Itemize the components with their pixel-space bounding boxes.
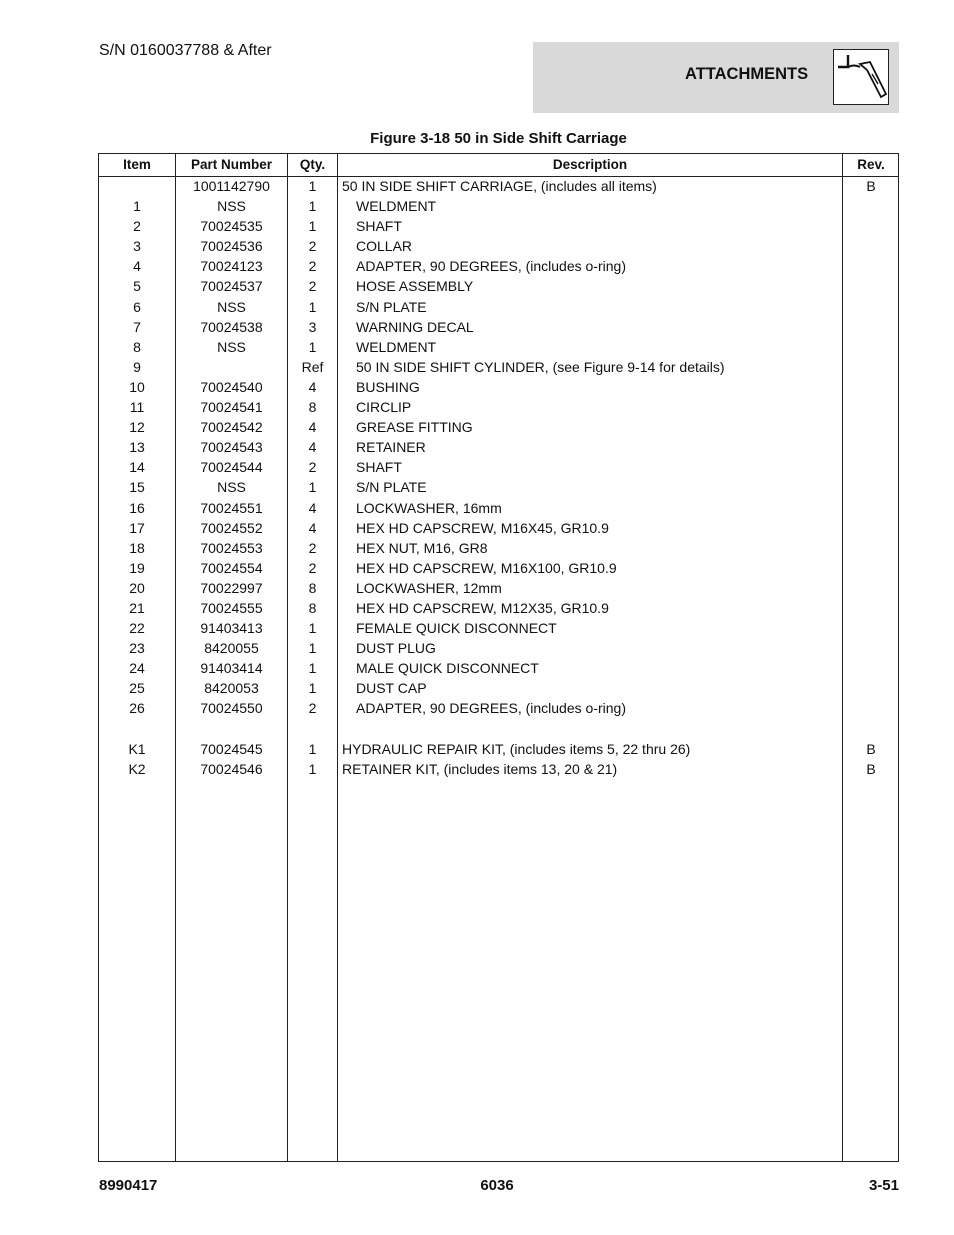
table-row <box>99 236 898 256</box>
section-title: ATTACHMENTS <box>685 65 809 83</box>
col-header-part-number: Part Number <box>190 157 273 172</box>
cell-qty: 1 <box>308 640 317 657</box>
cell-qty: 4 <box>308 419 317 436</box>
fork-attachment-icon <box>833 49 889 105</box>
cell-description: LOCKWASHER, 12mm <box>356 579 502 596</box>
cell-description: CIRCLIP <box>356 399 412 416</box>
cell-description: HEX HD CAPSCREW, M16X45, GR10.9 <box>356 519 609 536</box>
cell-description: WARNING DECAL <box>356 318 474 335</box>
table-row <box>99 417 898 437</box>
cell-item: 8 <box>133 338 141 355</box>
cell-qty: 1 <box>308 178 317 194</box>
cell-part-number: 1001142790 <box>193 178 270 194</box>
table-row <box>99 457 898 477</box>
table-row <box>99 678 898 698</box>
col-header-description: Description <box>552 157 628 172</box>
cell-qty: 1 <box>308 479 317 496</box>
cell-description: HEX HD CAPSCREW, M12X35, GR10.9 <box>356 599 609 616</box>
table-row <box>99 618 898 638</box>
model-number: 6036 <box>480 1177 514 1194</box>
cell-part-number: 70024537 <box>200 278 263 295</box>
table-row <box>99 216 898 236</box>
cell-qty: 1 <box>308 680 317 697</box>
cell-part-number: 70024546 <box>200 760 263 777</box>
cell-part-number: NSS <box>217 298 246 315</box>
cell-part-number: 70024536 <box>200 238 263 255</box>
cell-qty: 4 <box>308 378 317 395</box>
table-body <box>99 176 898 779</box>
cell-rev: B <box>866 178 876 194</box>
table-row <box>99 578 898 598</box>
cell-qty: 2 <box>308 700 317 717</box>
cell-description: FEMALE QUICK DISCONNECT <box>356 620 557 637</box>
cell-qty: 2 <box>308 258 317 275</box>
cell-description: BUSHING <box>356 378 420 395</box>
col-header-rev: Rev. <box>857 157 885 172</box>
cell-part-number: 8420053 <box>204 680 259 697</box>
cell-part-number: 70024543 <box>200 439 263 456</box>
parts-table <box>98 153 899 1162</box>
cell-description: MALE QUICK DISCONNECT <box>356 660 539 677</box>
cell-description: S/N PLATE <box>356 479 427 496</box>
cell-qty: 8 <box>308 579 317 596</box>
cell-item: 17 <box>129 519 145 536</box>
cell-item: 3 <box>133 238 141 255</box>
cell-item: 18 <box>129 539 145 556</box>
cell-description: WELDMENT <box>356 338 437 355</box>
table-row <box>99 518 898 538</box>
cell-item: 21 <box>129 599 145 616</box>
cell-description: HEX HD CAPSCREW, M16X100, GR10.9 <box>356 559 617 576</box>
cell-description: S/N PLATE <box>356 298 427 315</box>
cell-part-number: 70024542 <box>200 419 263 436</box>
table-row <box>99 558 898 578</box>
table-row <box>99 658 898 678</box>
cell-description: 50 IN SIDE SHIFT CYLINDER, (see Figure 9-14 for details) <box>356 358 725 375</box>
cell-description: COLLAR <box>356 238 413 255</box>
cell-qty: 1 <box>308 218 317 235</box>
cell-qty: 1 <box>308 298 317 315</box>
cell-part-number: 70024554 <box>200 559 263 576</box>
cell-qty: Ref <box>301 358 324 375</box>
cell-description: SHAFT <box>356 218 402 235</box>
cell-item: 20 <box>129 579 145 596</box>
cell-qty: 8 <box>308 399 317 416</box>
cell-part-number: 8420055 <box>204 640 259 657</box>
cell-part-number: 70024535 <box>200 218 263 235</box>
cell-item: 24 <box>129 660 145 677</box>
table-row <box>99 719 898 739</box>
cell-item: 26 <box>129 700 145 717</box>
cell-description: DUST PLUG <box>356 640 436 657</box>
doc-number: 8990417 <box>99 1177 158 1194</box>
table-row <box>99 297 898 317</box>
figure-title: Figure 3-18 50 in Side Shift Carriage <box>370 130 627 147</box>
cell-qty: 4 <box>308 519 317 536</box>
cell-part-number: 70024544 <box>200 459 263 476</box>
cell-item: 2 <box>133 218 141 235</box>
cell-item: K1 <box>128 740 146 757</box>
cell-qty: 2 <box>308 459 317 476</box>
cell-item: 9 <box>133 358 141 375</box>
table-row <box>99 256 898 276</box>
table-row <box>99 337 898 357</box>
cell-item: 25 <box>129 680 145 697</box>
cell-qty: 1 <box>308 740 317 757</box>
cell-qty: 2 <box>308 559 317 576</box>
table-row <box>99 317 898 337</box>
cell-qty: 1 <box>308 760 317 777</box>
cell-description: HYDRAULIC REPAIR KIT, (includes items 5, 22 thru 26) <box>342 740 691 757</box>
table-row <box>99 739 898 759</box>
cell-description: HOSE ASSEMBLY <box>356 278 474 295</box>
cell-item: 5 <box>133 278 141 295</box>
table-row <box>99 196 898 216</box>
cell-qty: 3 <box>308 318 317 335</box>
cell-part-number: 70024550 <box>200 700 263 717</box>
cell-item: 7 <box>133 318 141 335</box>
cell-part-number: 70024551 <box>200 499 263 516</box>
page-number: 3-51 <box>868 1177 899 1194</box>
cell-item: 19 <box>129 559 145 576</box>
cell-part-number: 91403414 <box>200 660 263 677</box>
cell-description: GREASE FITTING <box>356 419 473 436</box>
table-row <box>99 397 898 417</box>
cell-description: RETAINER <box>356 439 426 456</box>
table-row <box>99 759 898 779</box>
cell-part-number: 70024555 <box>200 599 263 616</box>
cell-qty: 1 <box>308 620 317 637</box>
table-row <box>99 276 898 296</box>
cell-item: 6 <box>133 298 141 315</box>
cell-rev: B <box>866 760 876 777</box>
table-row <box>99 477 898 497</box>
col-header-item: Item <box>123 157 151 172</box>
cell-qty: 1 <box>308 198 317 215</box>
cell-qty: 2 <box>308 539 317 556</box>
cell-item: 23 <box>129 640 145 657</box>
cell-item: 1 <box>133 198 141 215</box>
cell-item: 11 <box>129 399 145 416</box>
cell-part-number: 70024123 <box>200 258 263 275</box>
cell-description: LOCKWASHER, 16mm <box>356 499 502 516</box>
table-row <box>99 698 898 718</box>
cell-item: 22 <box>129 620 145 637</box>
cell-item: 4 <box>133 258 141 275</box>
cell-qty: 1 <box>308 338 317 355</box>
cell-qty: 2 <box>308 278 317 295</box>
cell-part-number: 70024538 <box>200 318 263 335</box>
cell-item: 16 <box>129 499 145 516</box>
table-row <box>99 498 898 518</box>
cell-item: 14 <box>129 459 145 476</box>
cell-description: SHAFT <box>356 459 402 476</box>
cell-description: DUST CAP <box>356 680 427 697</box>
cell-part-number: 70024540 <box>200 378 263 395</box>
cell-part-number: 70024552 <box>200 519 263 536</box>
col-header-qty: Qty. <box>299 157 326 172</box>
cell-rev: B <box>866 740 876 757</box>
cell-description: ADAPTER, 90 DEGREES, (includes o-ring) <box>356 700 626 717</box>
cell-item: 10 <box>129 378 145 395</box>
table-row <box>99 377 898 397</box>
table-row <box>99 437 898 457</box>
table-row <box>99 638 898 658</box>
cell-description: ADAPTER, 90 DEGREES, (includes o-ring) <box>356 258 626 275</box>
table-row <box>99 357 898 377</box>
cell-description: 50 IN SIDE SHIFT CARRIAGE, (includes all items) <box>342 178 657 194</box>
cell-part-number: 91403413 <box>200 620 263 637</box>
cell-part-number: NSS <box>217 198 246 215</box>
cell-qty: 4 <box>308 499 317 516</box>
cell-description: RETAINER KIT, (includes items 13, 20 & 21) <box>342 760 618 777</box>
cell-qty: 2 <box>308 238 317 255</box>
cell-part-number: NSS <box>217 338 246 355</box>
table-row <box>99 176 898 196</box>
cell-qty: 1 <box>308 660 317 677</box>
cell-part-number: 70024541 <box>200 399 263 416</box>
cell-part-number: NSS <box>217 479 246 496</box>
cell-part-number: 70022997 <box>200 579 263 596</box>
serial-number-range: S/N 0160037788 & After <box>99 42 272 59</box>
cell-part-number: 70024553 <box>200 539 263 556</box>
table-row <box>99 598 898 618</box>
cell-item: 15 <box>129 479 145 496</box>
cell-part-number: 70024545 <box>200 740 263 757</box>
cell-item: 13 <box>129 439 145 456</box>
cell-description: WELDMENT <box>356 198 437 215</box>
cell-item: 12 <box>129 419 145 436</box>
cell-qty: 8 <box>308 599 317 616</box>
cell-description: HEX NUT, M16, GR8 <box>356 539 488 556</box>
section-banner <box>533 42 899 113</box>
cell-qty: 4 <box>308 439 317 456</box>
table-row <box>99 538 898 558</box>
cell-item: K2 <box>128 760 146 777</box>
